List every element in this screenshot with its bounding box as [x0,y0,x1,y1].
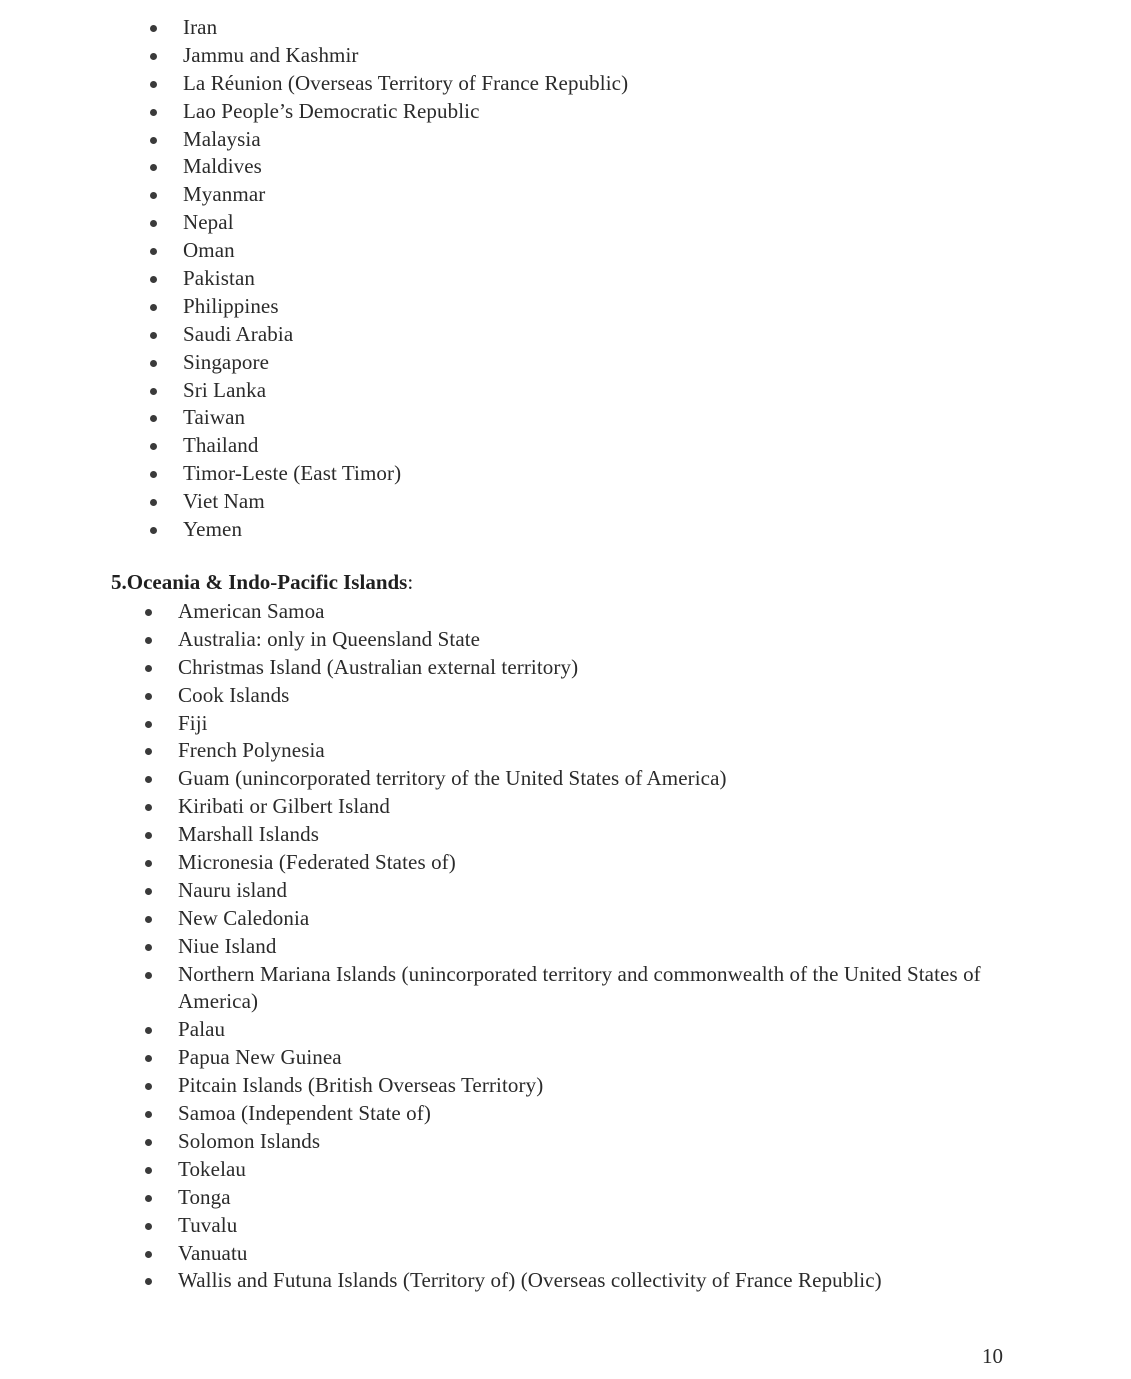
bullet-icon [145,1167,152,1174]
list-item-text: Malaysia [183,126,261,151]
bullet-icon [145,1027,152,1034]
list-item-text: French Polynesia [178,738,325,763]
list-item-text: Samoa (Independent State of) [178,1101,431,1126]
list-item [150,209,628,237]
list-item-text: New Caledonia [178,905,310,930]
list-item-text: Nepal [183,210,234,235]
list-item [145,682,1025,710]
list-item [145,1156,1025,1184]
bullet-icon [145,1195,152,1202]
list-item-text: Jammu and Kashmir [183,42,359,67]
list-item-text: Maldives [183,154,262,179]
bullet-icon [150,192,157,199]
bullet-icon [145,1139,152,1146]
list-item [145,793,1025,821]
bullet-icon [150,499,157,506]
list-item [150,516,628,544]
list-item [145,710,1025,738]
oceania-country-list [145,598,1025,1295]
bullet-icon [145,748,152,755]
list-item [150,98,628,126]
list-item [150,153,628,181]
list-item-text: Palau [178,1017,226,1042]
list-item-text: Papua New Guinea [178,1045,342,1070]
list-item [145,1128,1025,1156]
bullet-icon [150,415,157,422]
list-item [145,654,1025,682]
bullet-icon [150,471,157,478]
bullet-icon [145,665,152,672]
list-item [145,961,1025,1017]
list-item [150,181,628,209]
list-item-text: Fiji [178,710,208,735]
list-item-text: Pitcain Islands (British Overseas Territory) [178,1073,544,1098]
bullet-icon [145,888,152,895]
list-item [150,432,628,460]
list-item [150,293,628,321]
list-item [150,237,628,265]
bullet-icon [145,1278,152,1285]
list-item-text: Tokelau [178,1156,247,1181]
list-item-text: Vanuatu [178,1240,248,1265]
list-item [145,1240,1025,1268]
list-item-text: Micronesia (Federated States of) [178,850,456,875]
list-item [145,626,1025,654]
bullet-icon [150,527,157,534]
list-item-text: Tonga [178,1184,231,1209]
list-item-text: Taiwan [183,405,246,430]
section-title: Oceania & Indo-Pacific Islands [126,570,408,594]
list-item [150,404,628,432]
list-item [145,737,1025,765]
list-item [145,1044,1025,1072]
section-heading-oceania [111,570,413,595]
list-item-text: Niue Island [178,933,277,958]
list-item [150,265,628,293]
list-item-text: Northern Mariana Islands (unincorporated territory and commonwealth of the United States of America) [178,961,981,1014]
list-item-text: Yemen [183,517,243,542]
bullet-icon [145,1083,152,1090]
bullet-icon [150,25,157,32]
bullet-icon [150,109,157,116]
list-item-text: Thailand [183,433,259,458]
bullet-icon [150,53,157,60]
list-item-text: Christmas Island (Australian external territory) [178,654,579,679]
list-item [150,488,628,516]
bullet-icon [145,944,152,951]
list-item-text: Sri Lanka [183,377,267,402]
bullet-icon [145,972,152,979]
list-item [145,598,1025,626]
list-item [145,1267,1025,1295]
bullet-icon [150,220,157,227]
bullet-icon [150,164,157,171]
bullet-icon [145,721,152,728]
bullet-icon [150,443,157,450]
list-item-text: American Samoa [178,599,325,623]
bullet-icon [150,304,157,311]
list-item-text: Tuvalu [178,1212,238,1237]
asia-country-list [150,14,628,544]
list-item-text: Oman [183,238,235,263]
bullet-icon [145,916,152,923]
bullet-icon [150,332,157,339]
list-item-text: Pakistan [183,266,255,291]
list-item-text: Marshall Islands [178,822,319,847]
bullet-icon [150,137,157,144]
list-item [150,42,628,70]
list-item-text: Saudi Arabia [183,321,294,346]
list-item [150,377,628,405]
bullet-icon [145,832,152,839]
bullet-icon [145,776,152,783]
list-item [150,14,628,42]
list-item-text: Lao People’s Democratic Republic [183,98,480,123]
list-item-text: Solomon Islands [178,1128,321,1153]
bullet-icon [150,276,157,283]
list-item-text: Viet Nam [183,489,265,514]
list-item-text: Wallis and Futuna Islands (Territory of) (Overseas collectivity of France Republic) [178,1268,882,1293]
bullet-icon [145,860,152,867]
list-item [145,877,1025,905]
bullet-icon [150,248,157,255]
list-item-text: Guam (unincorporated territory of the United States of America) [178,766,727,791]
bullet-icon [150,360,157,367]
bullet-icon [145,637,152,644]
list-item [145,933,1025,961]
bullet-icon [150,388,157,395]
list-item [145,765,1025,793]
list-item-text: Singapore [183,349,270,374]
bullet-icon [145,804,152,811]
list-item-text: Kiribati or Gilbert Island [178,794,390,819]
list-item-text: La Réunion (Overseas Territory of France Republic) [183,70,629,95]
list-item-text: Iran [183,15,218,39]
bullet-icon [145,693,152,700]
list-item [145,821,1025,849]
bullet-icon [145,609,152,616]
list-item [150,460,628,488]
bullet-icon [150,81,157,88]
page-number: 10 [982,1344,1003,1368]
list-item [145,1100,1025,1128]
bullet-icon [145,1055,152,1062]
list-item-text: Philippines [183,293,279,318]
section-number: 5. [111,570,127,594]
list-item-text: Timor-Leste (East Timor) [183,461,402,486]
list-item [150,321,628,349]
bullet-icon [145,1223,152,1230]
list-item [150,70,628,98]
list-item [145,1072,1025,1100]
section-colon: : [407,570,414,594]
list-item [150,126,628,154]
list-item-text: Cook Islands [178,682,290,707]
list-item [145,1184,1025,1212]
list-item-text: Nauru island [178,877,288,902]
list-item-text: Australia: only in Queensland State [178,626,481,651]
list-item [145,1212,1025,1240]
list-item-text: Myanmar [183,182,266,207]
bullet-icon [145,1251,152,1258]
list-item [145,1016,1025,1044]
bullet-icon [145,1111,152,1118]
list-item [145,849,1025,877]
list-item [150,349,628,377]
list-item [145,905,1025,933]
